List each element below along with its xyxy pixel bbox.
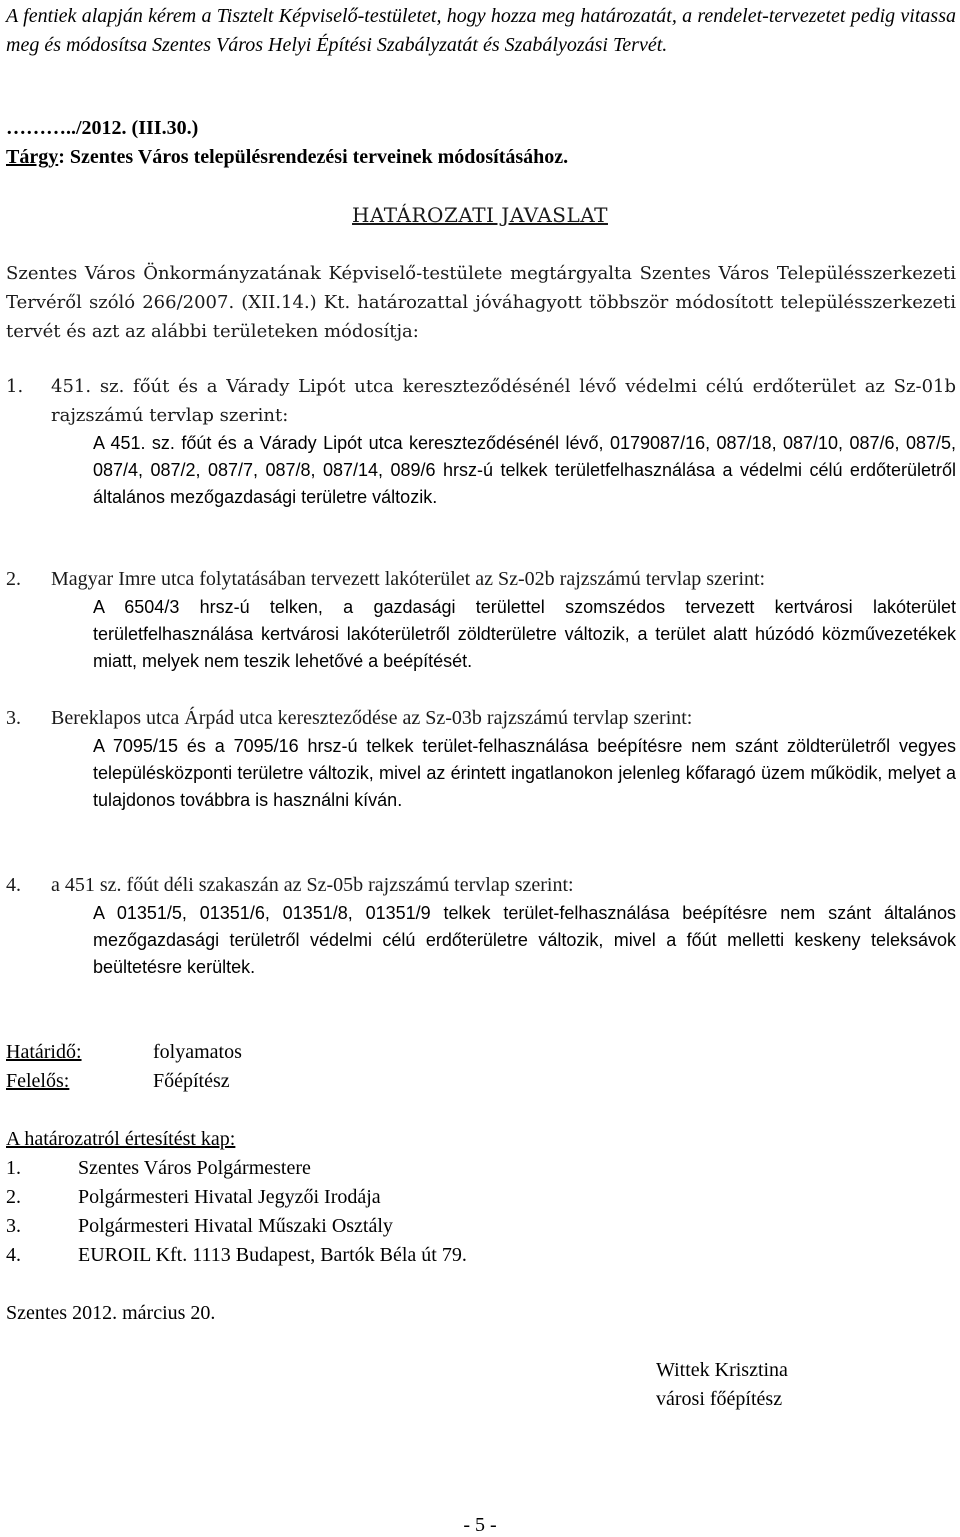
list-item-title: 451. sz. főút és a Várady Lipót utca kereszteződésénél lévő védelmi célú erdőterület az Sz-01b rajzszámú tervlap szerint: [51, 376, 956, 426]
notify-text: EUROIL Kft. 1113 Budapest, Bartók Béla út 79. [78, 1244, 467, 1266]
deadline-row [6, 1038, 242, 1067]
list-item [6, 704, 956, 814]
list-item-heading [6, 704, 956, 733]
list-item-title: Magyar Imre utca folytatásában tervezett lakóterület az Sz-02b rajzszámú tervlap szerint: [51, 568, 766, 590]
notify-number: 3. [6, 1215, 21, 1237]
document-date: Szentes 2012. március 20. [6, 1302, 216, 1324]
list-item-body: A 7095/15 és a 7095/16 hrsz-ú telkek terület-felhasználása beépítésre nem szánt zöldterületről vegyes településközponti területre változik, mivel az érintett ingatlanokon jelenleg kőfaragó üzem működik, melyet a tulajdonos továbbra is használni kíván. [93, 736, 956, 810]
intro-paragraph: A fentiek alapján kérem a Tisztelt Képviselő-testületet, hogy hozza meg határozatát, a rendelet-tervezetet pedig vitassa meg és módosítsa Szentes Város Helyi Építési Szabályzatát és Szabályozási Tervét. [6, 5, 956, 56]
notify-number: 4. [6, 1244, 21, 1266]
list-item [6, 871, 956, 981]
list-item-title: a 451 sz. főút déli szakaszán az Sz-05b rajzszámú tervlap szerint: [51, 874, 574, 896]
signatory-title: városi főépítész [656, 1388, 783, 1410]
resolution-heading-text: HATÁROZATI JAVASLAT [352, 203, 608, 227]
notify-number: 1. [6, 1157, 21, 1179]
list-item [6, 565, 956, 675]
notify-text: Polgármesteri Hivatal Műszaki Osztály [78, 1215, 393, 1237]
list-item [6, 1183, 467, 1212]
list-item-body: A 01351/5, 01351/6, 01351/8, 01351/9 telkek terület-felhasználása beépítésre nem szánt általános mezőgazdasági területről védelmi célú erdőterületre változik, mivel a főút melletti keskeny teleksávok beültetésre kerültek. [93, 903, 956, 977]
notify-title: A határozatról értesítést kap: [6, 1128, 236, 1150]
list-item [6, 1212, 467, 1241]
subject-line [6, 143, 568, 172]
responsible-value: Főépítész [153, 1070, 230, 1092]
responsible-row [6, 1067, 230, 1096]
list-item [6, 372, 956, 511]
resolution-reference: ………../2012. (III.30.) [6, 117, 199, 139]
signatory-name: Wittek Krisztina [656, 1359, 788, 1381]
list-item-heading [6, 372, 956, 430]
notify-number: 2. [6, 1186, 21, 1208]
signature-block [656, 1356, 836, 1414]
list-item-body: A 451. sz. főút és a Várady Lipót utca kereszteződésénél lévő, 0179087/16, 087/18, 087/10, 087/6, 087/5, 087/4, 087/2, 087/7, 087/8, 087/14, 089/6 hrsz-ú telkek területfelhasználása a védelmi célú erdőterületről általános mezőgazdasági területre változik. [93, 433, 956, 507]
subject-label: Tárgy [6, 146, 59, 168]
lead-paragraph: Szentes Város Önkormányzatának Képviselő-testülete megtárgyalta Szentes Város Településszerkezeti Tervéről szóló 266/2007. (XII.14.) Kt. határozattal jóváhagyott többször módosított településszerkezeti tervét és azt az alábbi területeken módosítja: [6, 263, 956, 342]
page-number: - 5 - [463, 1514, 497, 1536]
list-item-number: 3. [6, 707, 21, 729]
list-item-heading [6, 565, 956, 594]
deadline-label: Határidő: [6, 1041, 82, 1063]
subject-text: : Szentes Város településrendezési terveinek módosításához. [58, 146, 569, 168]
list-item-number: 4. [6, 874, 21, 896]
list-item-heading [6, 871, 956, 900]
resolution-heading [0, 201, 960, 230]
list-item-number: 1. [6, 376, 24, 397]
list-item-number: 2. [6, 568, 21, 590]
responsible-label: Felelős: [6, 1070, 70, 1092]
notify-list [6, 1154, 467, 1270]
list-item [6, 1241, 467, 1270]
list-item-body: A 6504/3 hrsz-ú telken, a gazdasági területtel szomszédos tervezett kertvárosi lakóterület területfelhasználása kertvárosi lakóterületről zöldterületre változik, a terület alatt húzódó közművezetékek miatt, melyek nem teszik lehetővé a beépítését. [93, 597, 956, 671]
list-item-title: Bereklapos utca Árpád utca kereszteződése az Sz-03b rajzszámú tervlap szerint: [51, 707, 693, 729]
notify-text: Polgármesteri Hivatal Jegyzői Irodája [78, 1186, 381, 1208]
list-item [6, 1154, 467, 1183]
deadline-value: folyamatos [153, 1041, 242, 1063]
notify-text: Szentes Város Polgármestere [78, 1157, 311, 1179]
